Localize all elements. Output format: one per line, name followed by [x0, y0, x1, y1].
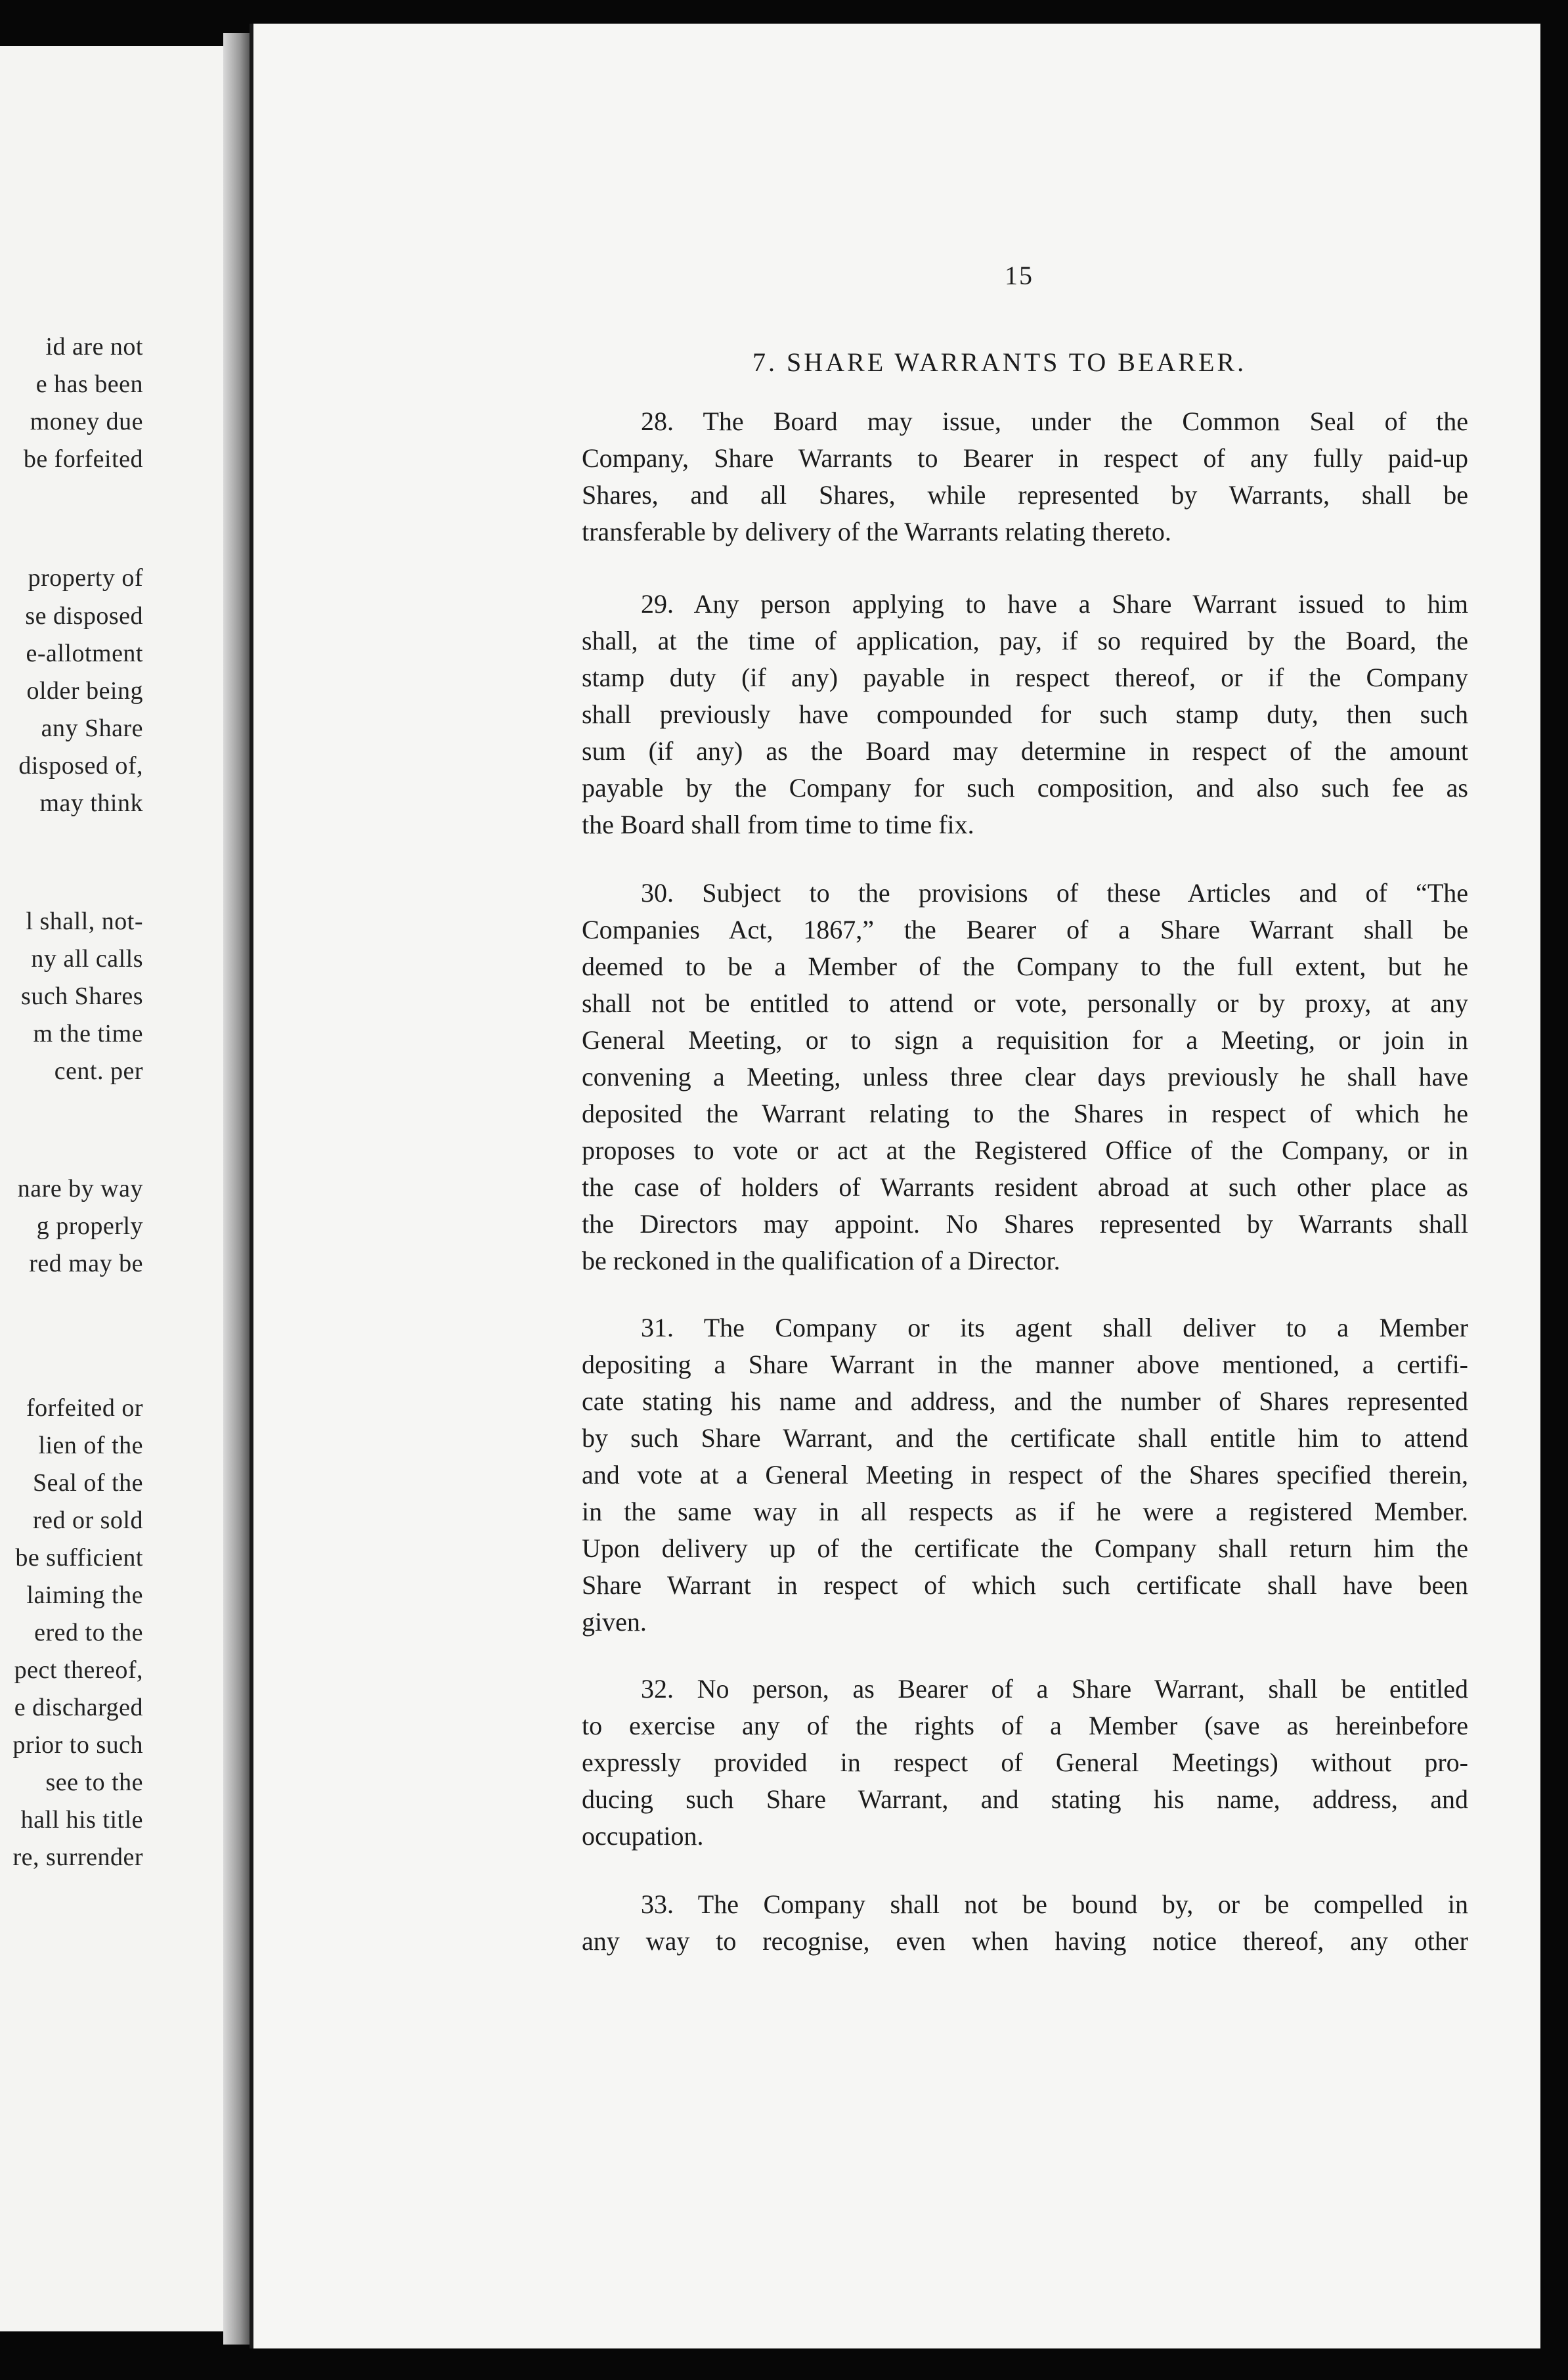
text-line: convening a Meeting, unless three clear days previously he shall have	[582, 1062, 1468, 1091]
text-line: shall, at the time of application, pay, if so required by the Board, the	[582, 626, 1468, 655]
text-line: the case of holders of Warrants resident abroad at such other place as	[582, 1172, 1468, 1202]
text-line: shall not be entitled to attend or vote, personally or by proxy, at any	[582, 988, 1468, 1018]
text-line: Company, Share Warrants to Bearer in respect of any fully paid-up	[582, 443, 1468, 473]
left-page-fragment: Seal of the	[32, 1469, 143, 1497]
text-line: depositing a Share Warrant in the manner above mentioned, a certifi-	[582, 1350, 1468, 1379]
left-page-fragment: ered to the	[34, 1619, 143, 1646]
left-page-fragment: property of	[28, 564, 143, 592]
text-line: Shares, and all Shares, while represented by Warrants, shall be	[582, 480, 1468, 510]
left-page-fragment: hall his title	[20, 1806, 143, 1834]
left-page-fragment: older being	[26, 677, 143, 705]
text-line: Share Warrant in respect of which such certificate shall have been	[582, 1570, 1468, 1600]
left-page-fragment: re, surrender	[12, 1843, 143, 1871]
text-line: given.	[582, 1607, 647, 1637]
text-line: 33. The Company shall not be bound by, or be compelled in	[641, 1889, 1468, 1919]
left-page-fragment: e has been	[35, 370, 143, 398]
text-line: occupation.	[582, 1821, 704, 1851]
text-line: by such Share Warrant, and the certificate shall entitle him to attend	[582, 1423, 1468, 1453]
left-page-fragment: laiming the	[26, 1581, 143, 1609]
text-line: shall previously have compounded for such stamp duty, then such	[582, 699, 1468, 729]
text-line: proposes to vote or act at the Registered Office of the Company, or in	[582, 1135, 1468, 1165]
page-number: 15	[1005, 261, 1034, 290]
article-30	[582, 875, 1468, 1279]
text-line: stamp duty (if any) payable in respect thereof, or if the Company	[582, 663, 1468, 692]
text-line: deposited the Warrant relating to the Shares in respect of which he	[582, 1099, 1468, 1128]
text-line: in the same way in all respects as if he were a registered Member.	[582, 1497, 1468, 1526]
left-page-fragment: be sufficient	[15, 1544, 143, 1572]
text-line: 31. The Company or its agent shall deliver to a Member	[641, 1313, 1468, 1342]
text-line: Upon delivery up of the certificate the Company shall return him the	[582, 1533, 1468, 1563]
article-31	[582, 1310, 1468, 1641]
text-line: transferable by delivery of the Warrants relating thereto.	[582, 517, 1171, 546]
text-line: 29. Any person applying to have a Share Warrant issued to him	[641, 589, 1468, 619]
text-line: and vote at a General Meeting in respect of the Shares specified therein,	[582, 1460, 1468, 1489]
left-page-fragment: cent. per	[54, 1057, 143, 1085]
left-page-fragment: red may be	[29, 1250, 143, 1277]
text-line: Companies Act, 1867,” the Bearer of a Share Warrant shall be	[582, 915, 1468, 944]
left-page-fragment: id are not	[45, 333, 143, 361]
text-line: deemed to be a Member of the Company to the full extent, but he	[582, 952, 1468, 981]
text-line: General Meeting, or to sign a requisition for a Meeting, or join in	[582, 1025, 1468, 1055]
left-page-fragment: pect thereof,	[14, 1656, 143, 1684]
left-page-fragment: e-allotment	[26, 640, 143, 667]
left-page-fragment: forfeited or	[26, 1394, 143, 1422]
left-facing-page	[0, 46, 248, 2331]
left-page-fragment: se disposed	[25, 602, 143, 630]
left-page-fragment: red or sold	[32, 1507, 143, 1534]
text-line: be reckoned in the qualification of a Director.	[582, 1246, 1060, 1275]
left-page-fragment: may think	[39, 789, 143, 817]
text-line: payable by the Company for such composition, and also such fee as	[582, 773, 1468, 803]
text-line: to exercise any of the rights of a Member (save as hereinbefore	[582, 1711, 1468, 1740]
left-page-fragment: prior to such	[12, 1731, 143, 1759]
text-line: expressly provided in respect of General Meetings) without pro-	[582, 1748, 1468, 1777]
left-page-fragment: e discharged	[14, 1694, 143, 1721]
article-29	[582, 586, 1468, 843]
text-line: ducing such Share Warrant, and stating his name, address, and	[582, 1784, 1468, 1814]
text-line: 28. The Board may issue, under the Common Seal of the	[641, 407, 1468, 436]
text-line: cate stating his name and address, and the number of Shares represented	[582, 1386, 1468, 1416]
left-page-fragment: nare by way	[17, 1175, 143, 1202]
left-page-fragment: be forfeited	[23, 445, 143, 473]
left-page-fragment: g properly	[36, 1212, 143, 1240]
article-32	[582, 1671, 1468, 1855]
text-line: the Directors may appoint. No Shares represented by Warrants shall	[582, 1209, 1468, 1239]
left-page-fragment: lien of the	[38, 1432, 143, 1459]
article-28	[582, 403, 1468, 550]
left-page-fragment: m the time	[33, 1020, 143, 1047]
section-heading: 7. SHARE WARRANTS TO BEARER.	[752, 347, 1247, 377]
article-33	[582, 1886, 1468, 1960]
left-page-fragment: such Shares	[21, 982, 143, 1010]
left-page-fragment: any Share	[41, 715, 143, 742]
right-page	[250, 24, 1540, 2348]
text-line: the Board shall from time to time fix.	[582, 810, 974, 839]
text-line: 32. No person, as Bearer of a Share Warrant, shall be entitled	[641, 1674, 1468, 1704]
text-line: sum (if any) as the Board may determine in respect of the amount	[582, 736, 1468, 766]
left-page-fragment: ny all calls	[31, 945, 143, 973]
left-page-fragment: l shall, not-	[26, 908, 143, 935]
left-page-fragment: money due	[30, 408, 143, 435]
left-page-fragment: disposed of,	[18, 752, 143, 780]
left-page-fragment: see to the	[45, 1769, 143, 1796]
text-line: any way to recognise, even when having notice thereof, any other	[582, 1926, 1468, 1956]
text-line: 30. Subject to the provisions of these Articles and of “The	[641, 878, 1468, 908]
